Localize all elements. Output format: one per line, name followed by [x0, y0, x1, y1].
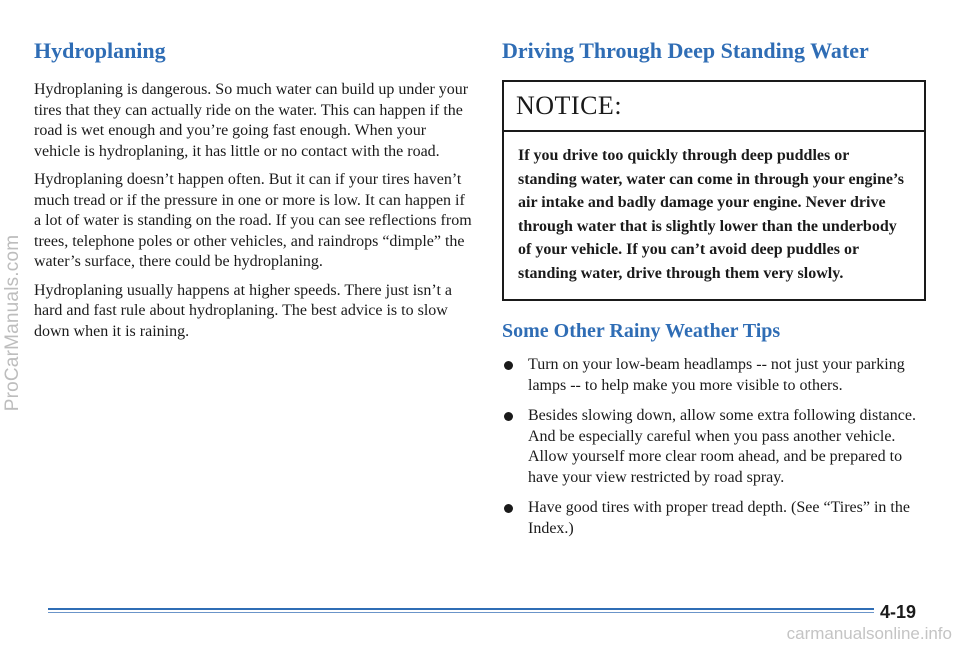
bullet-icon: [504, 361, 513, 370]
tip-text: Have good tires with proper tread depth. (See “Tires” in the Index.): [528, 499, 910, 537]
side-watermark: [2, 0, 24, 646]
side-watermark-text: ProCarManuals.com: [2, 234, 23, 412]
notice-title: NOTICE:: [504, 82, 924, 132]
tip-text: Turn on your low-beam headlamps -- not just your parking lamps -- to help make you more visible to others.: [528, 356, 905, 394]
list-item: [502, 406, 930, 488]
list-item: [502, 498, 930, 539]
hydroplaning-heading: Hydroplaning: [34, 38, 166, 63]
bullet-icon: [504, 504, 513, 513]
footer-rule: [48, 608, 918, 612]
footer-rule-thick: [48, 608, 874, 610]
bottom-watermark: carmanualsonline.info: [786, 624, 952, 643]
hydroplaning-paragraph-3: Hydroplaning usually happens at higher speeds. There just isn’t a hard and fast rule about hydroplaning. The best advice is to slow down when it is raining.: [34, 281, 452, 340]
tip-text: Besides slowing down, allow some extra following distance. And be especially careful when you pass another vehicle. Allow yourself more clear room ahead, and be prepared to have your view restricted by road spray.: [528, 407, 916, 486]
rainy-tips-list: [502, 355, 930, 539]
list-item: [502, 355, 930, 396]
deep-water-heading: Driving Through Deep Standing Water: [502, 38, 869, 63]
footer-rule-thin: [48, 612, 874, 613]
page-number: 4-19: [880, 602, 917, 622]
hydroplaning-paragraph-1: Hydroplaning is dangerous. So much water can build up under your tires that they can actually ride on the water. This can happen if the road is wet enough and you’re going fast enough. When your vehicle is hydroplaning, it has little or no contact with the road.: [34, 81, 469, 160]
notice-text: If you drive too quickly through deep puddles or standing water, water can come in through your engine’s air intake and badly damage your engine. Never drive through water that is slightly lower than the underbody of your vehicle. If you can’t avoid deep puddles or standing water, drive through them very slowly.: [518, 147, 904, 282]
hydroplaning-paragraph-2: Hydroplaning doesn’t happen often. But it can if your tires haven’t much tread or if the pressure in one or more is low. It can happen if a lot of water is standing on the road. If you can see reflections from trees, telephone poles or other vehicles, and raindrops “dimple” the water’s surface, there could be hydroplaning.: [34, 171, 472, 270]
bullet-icon: [504, 412, 513, 421]
notice-box: [502, 80, 926, 301]
rainy-tips-heading: Some Other Rainy Weather Tips: [502, 320, 781, 342]
left-column: [34, 38, 474, 350]
right-column: [502, 38, 930, 549]
